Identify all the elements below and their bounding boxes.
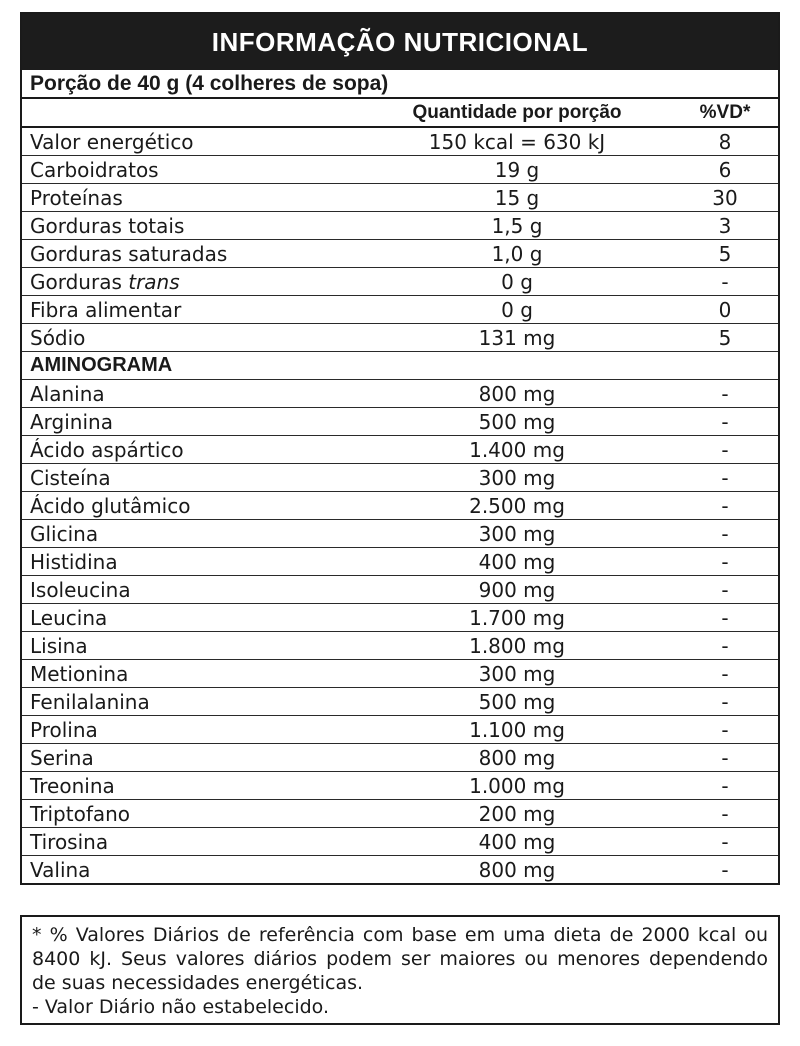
amino-quantity: 800 mg [362, 744, 672, 772]
table-title: INFORMAÇÃO NUTRICIONAL [22, 14, 778, 70]
nutrient-quantity: 150 kcal = 630 kJ [362, 127, 672, 156]
amino-row [22, 800, 778, 828]
nutrient-dv: 5 [672, 240, 778, 268]
amino-quantity: 500 mg [362, 688, 672, 716]
amino-row [22, 688, 778, 716]
amino-name: Tirosina [22, 828, 362, 856]
amino-row [22, 716, 778, 744]
amino-name: Prolina [22, 716, 362, 744]
nutrient-quantity: 0 g [362, 296, 672, 324]
amino-name: Ácido aspártico [22, 436, 362, 464]
nutrient-name: Proteínas [22, 184, 362, 212]
nutrient-dv: - [672, 268, 778, 296]
amino-dv: - [672, 716, 778, 744]
nutrient-dv: 30 [672, 184, 778, 212]
nutrient-quantity: 0 g [362, 268, 672, 296]
amino-name: Triptofano [22, 800, 362, 828]
amino-name: Fenilalanina [22, 688, 362, 716]
portion-size: Porção de 40 g (4 colheres de sopa) [22, 70, 778, 99]
nutrient-row [22, 268, 778, 296]
amino-quantity: 500 mg [362, 408, 672, 436]
amino-row [22, 744, 778, 772]
amino-dv: - [721, 857, 729, 882]
amino-quantity: 300 mg [362, 660, 672, 688]
amino-dv: - [672, 464, 778, 492]
aminogram-title: AMINOGRAMA [22, 352, 778, 380]
amino-row [22, 660, 778, 688]
footnote-dv-reference: * % Valores Diários de referência com base em uma dieta de 2000 kcal ou 8400 kJ. Seus valores diários podem ser maiores ou menores dependendo de suas necessidades energéticas. [32, 924, 768, 994]
aminogram-section-row [22, 352, 778, 380]
amino-name: Histidina [22, 548, 362, 576]
amino-dv: - [672, 520, 778, 548]
amino-name: Isoleucina [22, 576, 362, 604]
nutrient-row [22, 240, 778, 268]
amino-name: Metionina [22, 660, 362, 688]
amino-row [22, 464, 778, 492]
amino-quantity: 300 mg [362, 464, 672, 492]
nutrient-name: Valor energético [22, 127, 362, 156]
amino-quantity: 1.400 mg [362, 436, 672, 464]
nutrient-quantity: 1,5 g [362, 212, 672, 240]
column-header-row [22, 99, 778, 127]
nutrient-name: Gorduras saturadas [22, 240, 362, 268]
amino-row [22, 632, 778, 660]
amino-dv: - [672, 744, 778, 772]
nutrient-row [22, 212, 778, 240]
amino-dv: - [672, 408, 778, 436]
amino-quantity: 900 mg [362, 576, 672, 604]
amino-dv: - [672, 660, 778, 688]
nutrient-dv: 5 [672, 324, 778, 352]
nutrient-name: Gorduras trans [22, 268, 362, 296]
nutrient-name: Sódio [22, 324, 362, 352]
amino-name: Ácido glutâmico [22, 492, 362, 520]
nutrient-name: Fibra alimentar [22, 296, 362, 324]
amino-row [22, 436, 778, 464]
nutrient-row [22, 127, 778, 156]
amino-name: Treonina [22, 772, 362, 800]
amino-quantity: 800 mg [478, 857, 556, 882]
amino-dv: - [672, 800, 778, 828]
header-quantity: Quantidade por porção [362, 99, 672, 127]
amino-dv: - [672, 604, 778, 632]
footnote [20, 915, 780, 1025]
amino-row [22, 408, 778, 436]
nutrient-dv: 0 [672, 296, 778, 324]
amino-dv: - [672, 380, 778, 408]
amino-dv: - [672, 576, 778, 604]
nutrient-row [22, 184, 778, 212]
amino-dv: - [672, 688, 778, 716]
amino-name: Lisina [22, 632, 362, 660]
amino-quantity: 1.800 mg [362, 632, 672, 660]
amino-name: Valina [30, 857, 91, 882]
nutrient-row [22, 296, 778, 324]
footnote-dash-note: - Valor Diário não estabelecido. [32, 996, 329, 1018]
amino-row [22, 576, 778, 604]
amino-quantity: 1.100 mg [362, 716, 672, 744]
amino-dv: - [672, 492, 778, 520]
amino-row [22, 856, 778, 884]
amino-row [22, 772, 778, 800]
amino-name: Alanina [22, 380, 362, 408]
amino-name: Cisteína [22, 464, 362, 492]
nutrient-quantity: 15 g [362, 184, 672, 212]
amino-quantity: 200 mg [362, 800, 672, 828]
amino-name: Arginina [22, 408, 362, 436]
amino-dv: - [672, 548, 778, 576]
nutrient-quantity: 131 mg [362, 324, 672, 352]
amino-quantity: 800 mg [362, 380, 672, 408]
amino-row [22, 828, 778, 856]
nutrient-name: Gorduras totais [22, 212, 362, 240]
amino-dv: - [672, 772, 778, 800]
amino-quantity: 300 mg [362, 520, 672, 548]
nutrient-row [22, 324, 778, 352]
nutrient-name: Carboidratos [22, 156, 362, 184]
nutrient-quantity: 1,0 g [362, 240, 672, 268]
nutrient-dv: 8 [672, 127, 778, 156]
nutrient-table [22, 99, 778, 883]
amino-quantity: 1.000 mg [362, 772, 672, 800]
amino-dv: - [672, 436, 778, 464]
amino-name: Serina [22, 744, 362, 772]
amino-row [22, 520, 778, 548]
header-empty [22, 99, 362, 127]
amino-row [22, 492, 778, 520]
amino-name: Leucina [22, 604, 362, 632]
amino-quantity: 1.700 mg [362, 604, 672, 632]
amino-dv: - [672, 632, 778, 660]
nutrient-row [22, 156, 778, 184]
amino-dv: - [672, 828, 778, 856]
header-dv: %VD* [672, 99, 778, 127]
amino-quantity: 400 mg [362, 828, 672, 856]
amino-row [22, 380, 778, 408]
nutrient-quantity: 19 g [362, 156, 672, 184]
nutrition-facts-table [20, 12, 780, 885]
amino-row [22, 548, 778, 576]
amino-quantity: 400 mg [362, 548, 672, 576]
nutrient-dv: 6 [672, 156, 778, 184]
nutrient-dv: 3 [672, 212, 778, 240]
amino-row [22, 604, 778, 632]
amino-name: Glicina [22, 520, 362, 548]
amino-quantity: 2.500 mg [362, 492, 672, 520]
